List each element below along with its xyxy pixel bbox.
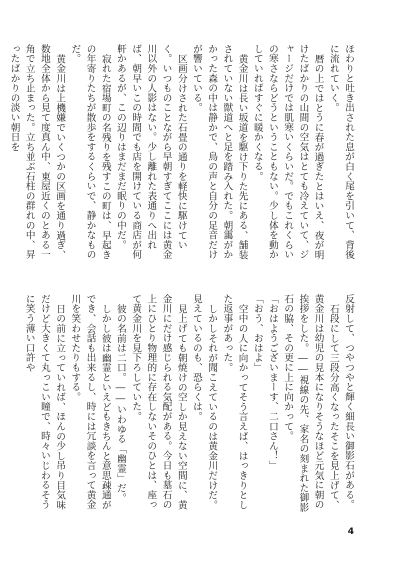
paragraph: 見上げても朝焼けの空しか見えない空間に、黄金川にだけ感じられる気配がある。今日も墓石の上にひとり物理的に存在しないそのひとは、座って黄金川を見下ろしていた。: [130, 294, 187, 510]
paragraph: 区画分けされた石畳の通りを軽快に駆けていく。いつものことながら早朝すぎてここには黄金川以外の人影はない。少し離れた表通りへ出れば、朝早いこの時間でも店を開けている商店が何軒かあるが、この辺りはまだまだ眠りの中だ。: [114, 44, 187, 260]
paragraph: 反射して、つやつやと輝く細長い御影石がある。: [343, 294, 354, 510]
paragraph: 黄金川は上機嫌でいくつかの区画を通り過ぎ、数地全体から見て度真ん中、東屋近くのとある一角で立ち止まった。立ち並ぶ石柱の群れの中、昇ったばかりの淡い朝日を: [8, 44, 66, 260]
paragraph: 黄金川は長い坂道を駆け下りた先にある、舗装されていない獣道へと足を踏み入れた。朝靄がかかった森の中は静かで、鳥の声と自分の足音だけが響いている。: [190, 44, 248, 260]
paragraph: 石段にして三段分高くなったそこを見上げて、黄金川は幼児の見本になりそうなほど元気に朝の挨拶をした。――視線の先、家名の刻まれた御影石の脇、その更に上に向かって。: [282, 294, 339, 513]
paragraph: 日の前に立っていれば、ほんの少し吊り目気味だけど大きくて丸っこい瞳で、時々いじわるそうに笑う薄い口許や: [23, 294, 66, 510]
paragraph: 寂れた宿場町の名残りを残すこの町は、早起きの年寄りたちが散歩をするくらいで、静かなものだ。: [69, 44, 111, 260]
paragraph: ほわりと吐き出された息が白く尾を引いて、背後に流れていく。: [327, 44, 354, 260]
dialogue-line: 「おう、おはよ」: [251, 294, 263, 373]
paragraph: しかしそれが聞こえているのは黄金川だけだ。見えているのも、恐らくは。: [190, 294, 218, 510]
page-number: 4: [347, 527, 354, 537]
upper-text-block: [8, 44, 356, 266]
paragraph: 空中の人に向かってそう言えば、はっきりとした返事があった。: [221, 294, 248, 510]
paragraph: 暦の上ではとうに春が過ぎたとはいえ、夜が明けたばかりの山間の空気はとても冷えていて、ジャージだけでは肌寒いくらいだ。でもこれくらいの寒さならどうということもない。少し体を動かしていればすぐに暖かくなる。: [251, 44, 324, 260]
paragraph: しかし彼は幽霊といえどもきちんと意思疎通ができ、会話も出来るし、時には冗談を言って黄金川を笑わせたりもする。: [69, 294, 111, 510]
dialogue-line: 「おはようございまーす、二口さん！」: [266, 294, 278, 471]
lower-text-block: [23, 294, 356, 516]
paragraph: 彼の名前は二口。――いわゆる「幽霊」だ。: [114, 303, 126, 503]
